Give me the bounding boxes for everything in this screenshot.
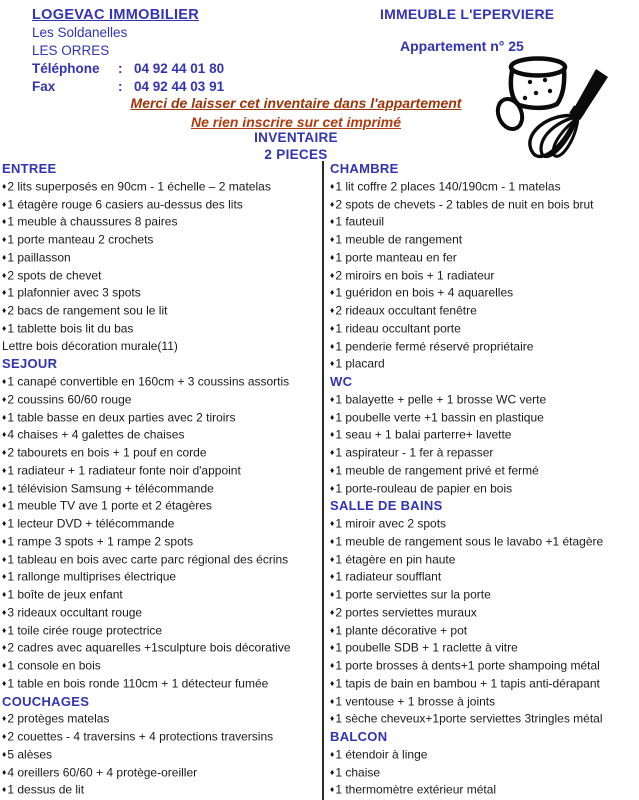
residence-name: Les Soldanelles — [32, 25, 128, 40]
diamond-bullet-icon: ♦ — [2, 713, 7, 724]
section-header-wc: WC — [330, 374, 353, 389]
inventory-item — [330, 355, 638, 373]
diamond-bullet-icon: ♦ — [330, 518, 335, 528]
inventory-item — [330, 639, 638, 657]
item-text: 1 porte serviettes sur la porte — [335, 587, 491, 602]
diamond-bullet-icon: ♦ — [330, 447, 335, 457]
inventory-item — [2, 213, 320, 231]
item-text: Lettre bois décoration murale(11) — [2, 338, 178, 353]
diamond-bullet-icon: ♦ — [330, 606, 335, 617]
diamond-bullet-icon: ♦ — [330, 695, 335, 706]
phone-colon: : — [118, 61, 123, 76]
item-text: 1 lecteur DVD + télécommande — [7, 516, 175, 531]
diamond-bullet-icon: ♦ — [330, 677, 335, 688]
fax-value: 04 92 44 03 91 — [134, 79, 225, 94]
diamond-bullet-icon: ♦ — [2, 198, 7, 209]
notice-do-not-write: Ne rien inscrire sur cet imprimé — [190, 114, 402, 130]
inventory-item — [2, 781, 320, 799]
inventory-item — [2, 622, 320, 640]
section-header-chambre: CHAMBRE — [330, 161, 399, 176]
diamond-bullet-icon: ♦ — [330, 198, 335, 209]
diamond-bullet-icon: ♦ — [2, 322, 7, 333]
diamond-bullet-icon: ♦ — [330, 464, 335, 475]
inventory-item — [2, 338, 320, 356]
section-header-entree: ENTREE — [2, 161, 57, 176]
diamond-bullet-icon: ♦ — [330, 180, 335, 191]
diamond-bullet-icon: ♦ — [330, 553, 335, 564]
inventory-item — [2, 320, 320, 338]
inventory-item — [330, 480, 638, 498]
item-text: 2 spots de chevets - 2 tables de nuit en bois brut — [335, 197, 594, 211]
diamond-bullet-icon: ♦ — [330, 340, 335, 351]
item-text: 2 coussins 60/60 rouge — [7, 392, 132, 407]
item-text: 1 tablette bois lit du bas — [7, 321, 134, 336]
inventory-item — [2, 551, 320, 569]
item-text: 1 porte brosses à dents+1 porte shampoing métal — [335, 658, 600, 673]
inventory-item — [2, 267, 320, 285]
phone-row — [32, 60, 224, 78]
diamond-bullet-icon: ♦ — [2, 376, 7, 386]
inventory-item — [2, 657, 320, 675]
item-text: 1 poubelle SDB + 1 raclette à vitre — [335, 640, 518, 655]
phone-label: Téléphone — [32, 61, 100, 76]
diamond-bullet-icon: ♦ — [330, 234, 335, 244]
diamond-bullet-icon: ♦ — [330, 358, 335, 369]
diamond-bullet-icon: ♦ — [330, 766, 335, 777]
diamond-bullet-icon: ♦ — [2, 553, 7, 564]
inventory-item — [2, 480, 320, 498]
diamond-bullet-icon: ♦ — [2, 447, 7, 457]
item-text: 1 poubelle verte +1 bassin en plastique — [335, 410, 544, 424]
inventory-item — [330, 693, 638, 711]
diamond-bullet-icon: ♦ — [2, 269, 7, 280]
diamond-bullet-icon: ♦ — [330, 784, 335, 795]
agency-block — [32, 6, 224, 96]
diamond-bullet-icon: ♦ — [330, 429, 335, 440]
company-name: LOGEVAC IMMOBILIER — [32, 7, 200, 23]
diamond-bullet-icon: ♦ — [2, 216, 7, 227]
diamond-bullet-icon: ♦ — [2, 606, 7, 617]
inventory-item — [330, 515, 638, 533]
diamond-bullet-icon: ♦ — [330, 642, 335, 653]
inventory-item — [330, 426, 638, 444]
section-header-sejour: SEJOUR — [2, 356, 58, 372]
diamond-bullet-icon: ♦ — [330, 322, 335, 333]
item-text: 1 tableau en bois avec carte parc régional des écrins — [7, 552, 289, 566]
inventory-item — [330, 675, 638, 693]
inventory-item — [330, 391, 638, 409]
inventory-item — [2, 675, 320, 693]
item-text: 1 table basse en deux parties avec 2 tiroirs — [7, 410, 236, 424]
inventory-item — [330, 533, 638, 551]
inventory-item — [2, 249, 320, 267]
diamond-bullet-icon: ♦ — [330, 748, 335, 759]
inventory-item — [2, 764, 320, 782]
right-column — [330, 160, 638, 799]
diamond-bullet-icon: ♦ — [330, 571, 335, 582]
notice-keep-inventory: Merci de laisser cet inventaire dans l'appartement — [130, 95, 462, 111]
inventory-item — [330, 764, 638, 782]
item-text: 1 plante décorative + pot — [335, 623, 468, 637]
inventory-item — [2, 639, 320, 657]
inventory-item — [2, 426, 320, 444]
diamond-bullet-icon: ♦ — [2, 305, 7, 315]
city-name: LES ORRES — [32, 43, 110, 58]
item-text: 2 protèges matelas — [7, 711, 110, 726]
diamond-bullet-icon: ♦ — [2, 464, 7, 475]
diamond-bullet-icon: ♦ — [2, 429, 7, 440]
inventory-item — [330, 710, 638, 728]
item-text: 1 radiateur + 1 radiateur fonte noir d'appoint — [7, 463, 241, 478]
item-text: 2 cadres avec aquarelles +1sculpture bois décorative — [7, 640, 291, 655]
item-text: 1 paillasson — [7, 250, 71, 265]
item-text: 1 plafonnier avec 3 spots — [7, 285, 141, 300]
diamond-bullet-icon: ♦ — [2, 766, 7, 777]
inventory-item — [2, 533, 320, 551]
building-name: IMMEUBLE L'EPERVIERE — [380, 6, 555, 22]
diamond-bullet-icon: ♦ — [2, 677, 7, 688]
inventory-item — [2, 568, 320, 586]
inventory-item — [2, 586, 320, 604]
item-text: 1 toile cirée rouge protectrice — [7, 623, 163, 637]
section-header-couchages: COUCHAGES — [2, 693, 90, 709]
diamond-bullet-icon: ♦ — [2, 234, 7, 244]
item-text: 2 miroirs en bois + 1 radiateur — [335, 268, 495, 282]
item-text: 1 télévision Samsung + télécommande — [7, 481, 214, 495]
diamond-bullet-icon: ♦ — [2, 482, 7, 493]
item-text: 1 porte manteau 2 crochets — [7, 232, 154, 247]
inventory-item — [330, 320, 638, 338]
diamond-bullet-icon: ♦ — [330, 305, 335, 315]
item-text: 1 étagère rouge 6 casiers au-dessus des lits — [7, 197, 243, 211]
item-text: 1 console en bois — [7, 658, 101, 673]
item-text: 2 rideaux occultant fenêtre — [335, 303, 477, 318]
diamond-bullet-icon: ♦ — [2, 624, 7, 635]
diamond-bullet-icon: ♦ — [2, 748, 7, 759]
diamond-bullet-icon: ♦ — [330, 624, 335, 635]
diamond-bullet-icon: ♦ — [2, 571, 7, 582]
diamond-bullet-icon: ♦ — [2, 287, 7, 298]
diamond-bullet-icon: ♦ — [330, 535, 335, 546]
item-text: 1 porte manteau en fer — [335, 250, 457, 265]
diamond-bullet-icon: ♦ — [2, 180, 7, 191]
document-title — [0, 130, 592, 163]
diamond-bullet-icon: ♦ — [330, 713, 335, 724]
diamond-bullet-icon: ♦ — [2, 731, 7, 741]
item-text: 1 canapé convertible en 160cm + 3 coussins assortis — [7, 374, 290, 389]
inventory-item — [2, 391, 320, 409]
apartment-number: Appartement n° 25 — [400, 38, 524, 54]
item-text: 1 rideau occultant porte — [335, 321, 461, 336]
item-text: 1 meuble TV ave 1 porte et 2 étagères — [7, 498, 212, 513]
item-text: 1 placard — [335, 356, 385, 371]
diamond-bullet-icon: ♦ — [2, 500, 7, 511]
notices — [0, 94, 592, 132]
diamond-bullet-icon: ♦ — [330, 589, 335, 599]
inventory-item — [330, 444, 638, 462]
inventory-item — [2, 746, 320, 764]
inventory-item — [2, 728, 320, 746]
diamond-bullet-icon: ♦ — [2, 660, 7, 670]
item-text: 1 dessus de lit — [7, 782, 85, 797]
inventory-item — [330, 462, 638, 480]
diamond-bullet-icon: ♦ — [2, 251, 7, 262]
inventory-item — [330, 178, 638, 196]
fax-label: Fax — [32, 79, 56, 94]
inventory-item — [2, 302, 320, 320]
inventory-item — [330, 409, 638, 427]
inventory-item — [330, 551, 638, 569]
inventory-item — [330, 568, 638, 586]
inventory-item — [2, 178, 320, 196]
item-text: 1 sèche cheveux+1porte serviettes 3tringles métal — [335, 711, 603, 726]
item-text: 3 rideaux occultant rouge — [7, 605, 143, 620]
item-text: 1 thermomètre extérieur métal — [335, 782, 497, 797]
section-header-balcon: BALCON — [330, 729, 388, 744]
inventory-item — [2, 462, 320, 480]
item-text: 2 couettes - 4 traversins + 4 protections traversins — [7, 729, 274, 744]
item-text: 1 meuble de rangement — [335, 232, 463, 247]
column-divider — [322, 161, 324, 800]
inventory-item — [330, 586, 638, 604]
inventory-item — [2, 196, 320, 214]
item-text: 1 guéridon en bois + 4 aquarelles — [335, 285, 514, 300]
item-text: 1 étendoir à linge — [335, 747, 428, 762]
diamond-bullet-icon: ♦ — [2, 518, 7, 528]
inventory-item — [330, 781, 638, 799]
inventory-item — [330, 657, 638, 675]
inventory-item — [330, 267, 638, 285]
item-text: 1 miroir avec 2 spots — [335, 516, 447, 531]
item-text: 2 bacs de rangement sou le lit — [7, 303, 168, 318]
inventory-item — [2, 373, 320, 391]
item-text: 1 tapis de bain en bambou + 1 tapis anti-dérapant — [335, 676, 600, 691]
item-text: 1 chaise — [335, 765, 381, 779]
diamond-bullet-icon: ♦ — [2, 589, 7, 599]
diamond-bullet-icon: ♦ — [330, 660, 335, 670]
item-text: 1 lit coffre 2 places 140/190cm - 1 matelas — [335, 179, 561, 194]
section-header-salle-de-bains: SALLE DE BAINS — [330, 498, 443, 514]
item-text: 1 étagère en pin haute — [335, 552, 456, 566]
diamond-bullet-icon: ♦ — [330, 269, 335, 280]
inventory-item — [330, 213, 638, 231]
inventory-item — [330, 746, 638, 764]
diamond-bullet-icon: ♦ — [330, 393, 335, 404]
diamond-bullet-icon: ♦ — [330, 411, 335, 422]
title-pieces: 2 PIECES — [264, 146, 328, 162]
inventory-item — [330, 604, 638, 622]
diamond-bullet-icon: ♦ — [2, 393, 7, 404]
inventory-item — [330, 196, 638, 214]
item-text: 1 boîte de jeux enfant — [7, 587, 123, 602]
item-text: 4 chaises + 4 galettes de chaises — [7, 427, 185, 442]
inventory-item — [2, 710, 320, 728]
item-text: 2 tabourets en bois + 1 pouf en corde — [7, 445, 207, 460]
item-text: 1 penderie fermé réservé propriétaire — [335, 339, 534, 353]
inventory-item — [2, 515, 320, 533]
diamond-bullet-icon: ♦ — [2, 642, 7, 653]
item-text: 1 rallonge multiprises électrique — [7, 569, 177, 584]
item-text: 2 spots de chevet — [7, 268, 102, 282]
inventory-item — [2, 497, 320, 515]
diamond-bullet-icon: ♦ — [2, 784, 7, 795]
title-inventaire: INVENTAIRE — [254, 130, 338, 145]
item-text: 1 fauteuil — [335, 214, 385, 229]
inventory-item — [330, 284, 638, 302]
item-text: 1 porte-rouleau de papier en bois — [335, 481, 513, 495]
item-text: 4 oreillers 60/60 + 4 protège-oreiller — [7, 765, 198, 779]
diamond-bullet-icon: ♦ — [330, 216, 335, 227]
item-text: 1 meuble de rangement privé et fermé — [335, 463, 539, 478]
inventory-item — [330, 622, 638, 640]
item-text: 2 portes serviettes muraux — [335, 605, 477, 620]
inventory-item — [2, 409, 320, 427]
diamond-bullet-icon: ♦ — [2, 535, 7, 546]
item-text: 1 rampe 3 spots + 1 rampe 2 spots — [7, 534, 194, 549]
item-text: 1 balayette + pelle + 1 brosse WC verte — [335, 392, 547, 407]
left-column — [2, 160, 320, 799]
phone-value: 04 92 44 01 80 — [134, 61, 225, 76]
item-text: 1 meuble de rangement sous le lavabo +1 étagère — [335, 534, 604, 549]
inventory-item — [2, 284, 320, 302]
inventory-item — [2, 231, 320, 249]
inventory-item — [2, 444, 320, 462]
item-text: 1 table en bois ronde 110cm + 1 détecteur fumée — [7, 676, 269, 691]
item-text: 1 ventouse + 1 brosse à joints — [335, 694, 496, 708]
diamond-bullet-icon: ♦ — [330, 251, 335, 262]
item-text: 1 meuble à chaussures 8 paires — [7, 214, 178, 229]
diamond-bullet-icon: ♦ — [330, 482, 335, 493]
item-text: 2 lits superposés en 90cm - 1 échelle – 2 matelas — [7, 179, 271, 194]
item-text: 1 seau + 1 balai parterre+ lavette — [335, 427, 512, 442]
diamond-bullet-icon: ♦ — [2, 411, 7, 422]
inventory-item — [330, 249, 638, 267]
inventory-item — [330, 338, 638, 356]
item-text: 1 aspirateur - 1 fer à repasser — [335, 445, 494, 460]
item-text: 5 alèses — [7, 747, 53, 762]
fax-colon: : — [118, 79, 123, 94]
inventory-item — [330, 231, 638, 249]
inventory-item — [2, 604, 320, 622]
diamond-bullet-icon: ♦ — [330, 287, 335, 298]
building-block — [380, 6, 554, 54]
item-text: 1 radiateur soufflant — [335, 569, 442, 584]
inventory-item — [330, 302, 638, 320]
